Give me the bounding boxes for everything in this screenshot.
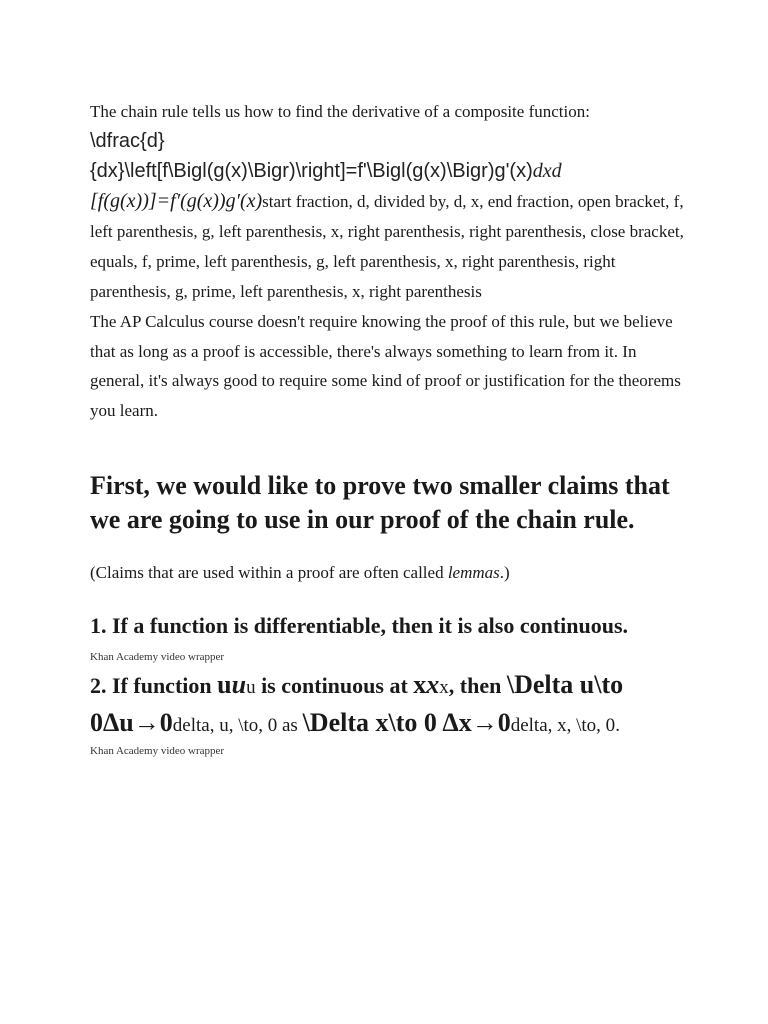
delta-u-source: \Delta u\to 0 [90,670,624,737]
delta-x-source: \Delta x\to 0 [302,708,437,737]
latex-source-line-1: \dfrac{d} [90,130,165,152]
delta-x-math: Δx→0 [442,708,511,737]
article [90,98,690,759]
rendered-fraction: dxd [532,160,562,182]
math-expression [90,186,690,307]
intro-text: The chain rule tells us how to find the derivative of a composite function: [90,102,590,121]
delta-u-plain: delta, u, \to, 0 [172,715,278,736]
lemma-1-heading: 1. If a function is differentiable, then it is also continuous. [90,613,629,638]
lemma2-part-4: as [277,715,303,736]
lemma2-part-2: is continuous at [255,673,414,698]
delta-x-plain: delta, x, \to, 0 [510,715,616,736]
rendered-math: [f(g(x))]=f′(g(x))g′(x) [90,190,263,212]
note-suffix: .) [499,563,510,582]
lemma2-part-3: , then [448,673,507,698]
video-wrapper-caption[interactable]: Khan Academy video wrapper [90,651,225,663]
x-source: x [413,670,427,699]
latex-source-line-2 [90,156,690,186]
x-plain: x [439,677,449,698]
lemma2-part-5: . [615,715,620,736]
lemma-note [90,559,690,587]
u-plain: u [246,677,256,698]
latex-source-text: {dx}\left[f\Bigl(g(x)\Bigr)\right]=f'\Bigl(g(x)\Bigr)g'(x) [90,160,533,182]
x-math: x [426,670,440,699]
note-term: lemmas [447,563,500,582]
body-paragraph: The AP Calculus course doesn't require knowing the proof of this rule, but we believe that as long as a proof is accessible, there's always something to learn from it. In general, it's always good to require some kind of proof or justification for the theorems you learn. [90,312,681,420]
section-heading: First, we would like to prove two smaller claims that we are going to use in our proof of the chain rule. [90,471,670,534]
video-wrapper-caption-2[interactable]: Khan Academy video wrapper [90,745,225,757]
lemma-2-heading [90,667,690,743]
u-source: u [217,670,232,699]
u-math: u [231,670,247,699]
delta-u-math: Δu→0 [103,708,173,737]
spoken-math: start fraction, d, divided by, d, x, end fraction, open bracket, f, left parenthesis, g, left parenthesis, x, right parenthesis, right parenthesis, close bracket, equals, f, prime, left parenthesis, g, left parenthesis, x, right parenthesis, right parenthesis, g, prime, left parenthesis, x, right parenthesis [90,192,684,301]
lemma2-part-1: 2. If function [90,673,218,698]
note-prefix: (Claims that are used within a proof are often called [90,563,448,582]
